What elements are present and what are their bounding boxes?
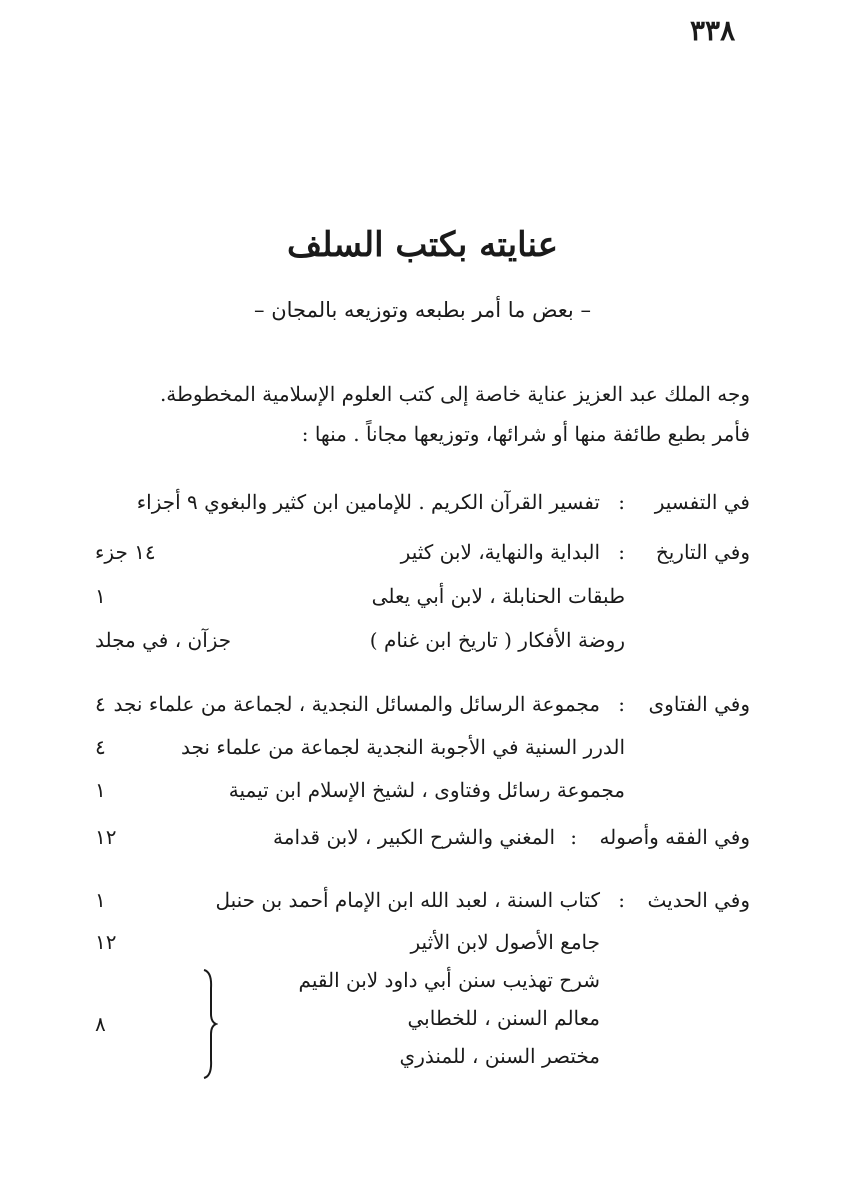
volume-count: ٤: [95, 692, 106, 716]
category-tarikh: وفي التاريخ: [655, 540, 750, 564]
volume-count: جزآن ، في مجلد: [95, 628, 232, 652]
work-title: روضة الأفكار ( تاريخ ابن غنام ): [369, 628, 625, 652]
colon: :: [618, 692, 625, 716]
work-title: الدرر السنية في الأجوبة النجدية لجماعة من علماء نجد: [180, 735, 625, 759]
work-title: مجموعة رسائل وفتاوى ، لشيخ الإسلام ابن تيمية: [228, 778, 625, 802]
volume-count: ١٤ جزء: [95, 540, 156, 564]
category-fiqh: وفي الفقه وأصوله: [599, 825, 750, 849]
work-title: المغني والشرح الكبير ، لابن قدامة: [273, 825, 555, 849]
page-number: ٣٣٨: [690, 14, 736, 47]
colon: :: [618, 540, 625, 564]
category-tafsir: في التفسير: [654, 490, 750, 514]
work-title: البداية والنهاية، لابن كثير: [400, 540, 600, 564]
work-title: شرح تهذيب سنن أبي داود لابن القيم: [298, 968, 600, 992]
volume-count: ١: [95, 584, 106, 608]
work-title: طبقات الحنابلة ، لابن أبي يعلى: [371, 584, 625, 608]
volume-count: ١٢: [95, 930, 117, 954]
intro-line-2: فأمر بطبع طائفة منها أو شرائها، وتوزيعها مجاناً . منها :: [301, 422, 750, 446]
volume-count: ١٢: [95, 825, 117, 849]
volume-count: ١: [95, 778, 106, 802]
work-title: جامع الأصول لابن الأثير: [410, 930, 600, 954]
work-title: مجموعة الرسائل والمسائل النجدية ، لجماعة من علماء نجد: [113, 692, 600, 716]
category-hadith: وفي الحديث: [647, 888, 750, 912]
volume-count: ١: [95, 888, 106, 912]
work-title: معالم السنن ، للخطابي: [407, 1006, 600, 1030]
volume-count: ٨: [95, 1012, 106, 1036]
intro-line-1: وجه الملك عبد العزيز عناية خاصة إلى كتب العلوم الإسلامية المخطوطة.: [159, 382, 750, 406]
page-subtitle: – بعض ما أمر بطبعه وتوزيعه بالمجان –: [254, 298, 591, 322]
colon: :: [618, 490, 625, 514]
volume-count: ٤: [95, 735, 106, 759]
category-fatawa: وفي الفتاوى: [648, 692, 750, 716]
work-title: مختصر السنن ، للمنذري: [399, 1044, 600, 1068]
page-title: عنايته بكتب السلف: [286, 225, 558, 265]
grouping-brace: [200, 968, 218, 1080]
work-title: تفسير القرآن الكريم . للإمامين ابن كثير والبغوي ٩ أجزاء: [136, 490, 600, 514]
colon: :: [570, 825, 577, 849]
colon: :: [618, 888, 625, 912]
work-title: كتاب السنة ، لعبد الله ابن الإمام أحمد بن حنبل: [215, 888, 600, 912]
